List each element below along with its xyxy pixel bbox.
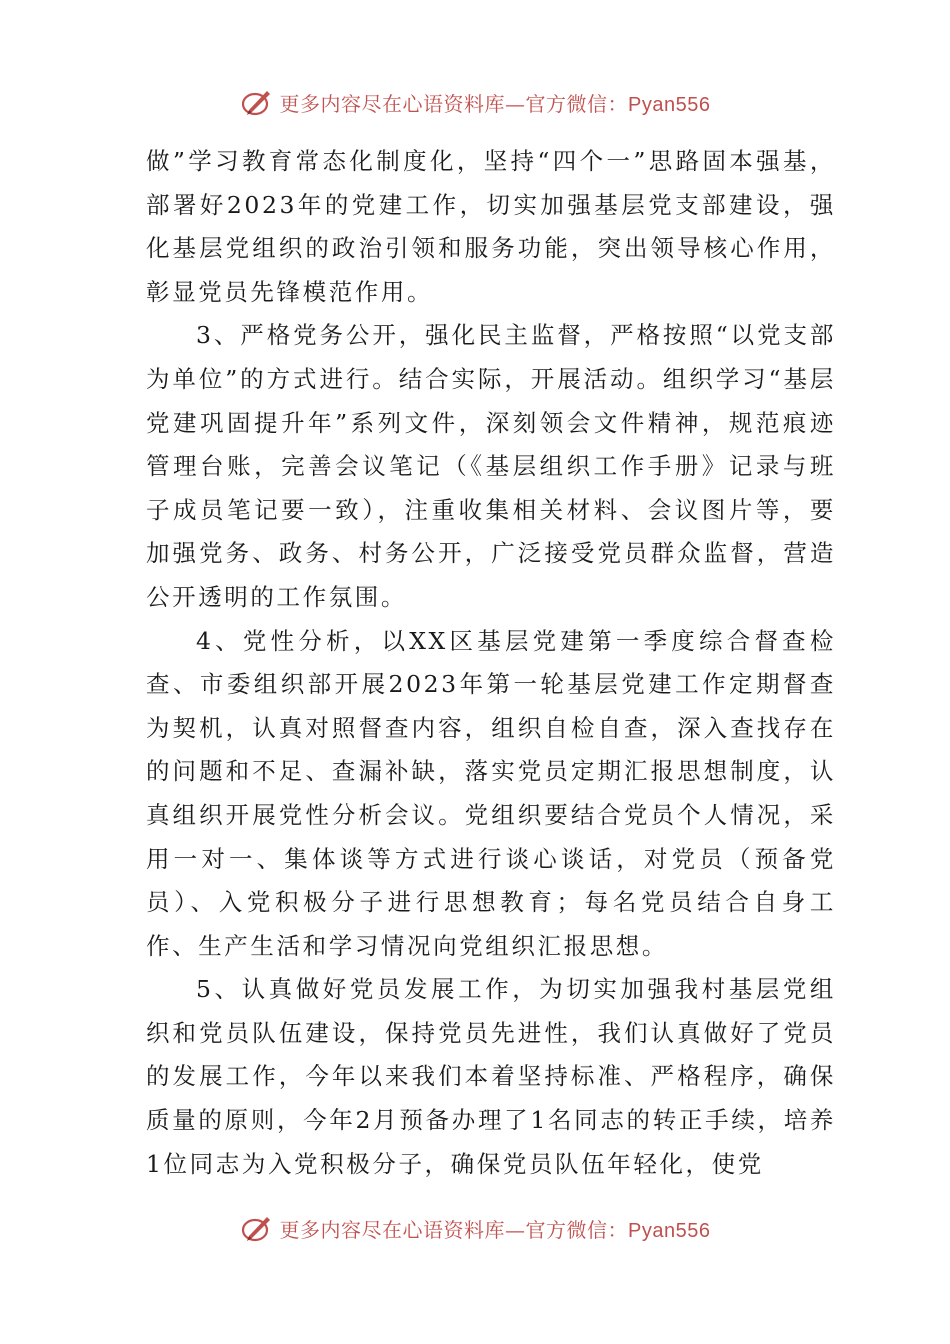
banner-handle: Pyan556 (628, 93, 711, 116)
pen-circle-logo-icon (240, 1211, 274, 1245)
pen-circle-logo-icon (240, 85, 274, 119)
banner-slogan: 更多内容尽在心语资料库—官方微信： (279, 91, 629, 116)
banner-slogan: 更多内容尽在心语资料库—官方微信： (279, 1217, 629, 1242)
paragraph-item-3: 3、严格党务公开，强化民主监督，严格按照“以党支部为单位”的方式进行。结合实际，开展活动。组织学习“基层党建巩固提升年”系列文件，深刻领会文件精神，规范痕迹管理台账，完善会议笔记（《基层组织工作手册》记录与班子成员笔记要一致），注重收集相关材料、会议图片等，要加强党务、政务、村务公开，广泛接受党员群众监督，营造公开透明的工作氛围。 (146, 321, 836, 611)
footer-banner (0, 1208, 950, 1248)
banner-handle: Pyan556 (628, 1219, 711, 1242)
banner-text (280, 88, 711, 117)
banner-text (280, 1214, 711, 1243)
document-body (146, 140, 836, 1186)
paragraph-item-4: 4、党性分析，以XX区基层党建第一季度综合督查检查、市委组织部开展2023年第一轮基层党建工作定期督查为契机，认真对照督查内容，组织自检自查，深入查找存在的问题和不足、查漏补缺，落实党员定期汇报思想制度，认真组织开展党性分析会议。党组织要结合党员个人情况，采用一对一、集体谈等方式进行谈心谈话，对党员（预备党员）、入党积极分子进行思想教育；每名党员结合自身工作、生产生活和学习情况向党组织汇报思想。 (146, 626, 836, 960)
paragraph-item-5: 5、认真做好党员发展工作，为切实加强我村基层党组织和党员队伍建设，保持党员先进性，我们认真做好了党员的发展工作，今年以来我们本着坚持标准、严格程序，确保质量的原则，今年2月预备办理了1名同志的转正手续，培养1位同志为入党积极分子，确保党员队伍年轻化，使党 (146, 975, 836, 1178)
header-banner (0, 82, 950, 122)
paragraph-continued: 做”学习教育常态化制度化，坚持“四个一”思路固本强基，部署好2023年的党建工作，切实加强基层党支部建设，强化基层党组织的政治引领和服务功能，突出领导核心作用，彰显党员先锋模范作用。 (146, 147, 836, 306)
